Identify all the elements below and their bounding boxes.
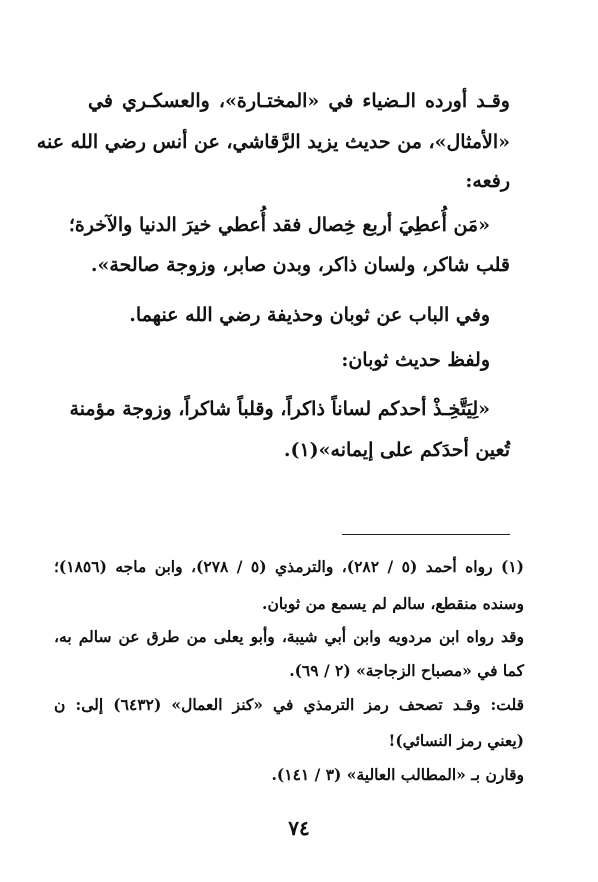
footnote-line: كما في «مصباح الزجاجة» (٢ / ٦٩).	[289, 661, 524, 680]
hadith-line: «مَن أُعطِيَ أربع خِصال فقد أُعطي خيرَ الدنيا والآخرة؛	[68, 214, 490, 236]
page-number: ٧٤	[288, 816, 310, 840]
footnote-line: (١) رواه أحمد (٥ / ٢٨٢)، والترمذي (٥ / ٢٧٨)، وابن ماجه (١٨٥٦)؛	[54, 557, 524, 576]
footnote-separator	[342, 534, 510, 535]
hadith-line: تُعين أحدَكم على إيمانه»(١).	[283, 439, 510, 461]
body-line: وفي الباب عن ثوبان وحذيفة رضي الله عنهما.	[129, 304, 490, 326]
footnote-line: وسنده منقطع، سالم لم يسمع من ثوبان.	[262, 594, 524, 613]
body-line: وقـد أورده الـضياء في «المختـارة»، والعسكـري في	[88, 90, 510, 112]
body-line: «الأمثال»، من حديث يزيد الرَّقاشي، عن أنس رضي الله عنه	[36, 131, 510, 153]
footnote-line: وقارن بـ «المطالب العالية» (٣ / ١٤١).	[271, 765, 524, 784]
body-line: رفعه:	[465, 170, 510, 192]
hadith-line: قلب شاكر، ولسان ذاكر، وبدن صابر، وزوجة صالحة».	[90, 254, 510, 276]
hadith-line: «لِيَتَّخِـذْ أحدكم لساناً ذاكراً، وقلباً شاكراً، وزوجة مؤمنة	[69, 398, 490, 420]
footnote-line: (يعني رمز النسائي)!	[388, 731, 524, 750]
footnote-line: قلت: وقـد تصحف رمز الترمذي في «كنز العمال» (٦٤٣٢) إلى: ن	[54, 695, 524, 714]
footnote-line: وقد رواه ابن مردويه وابن أبي شيبة، وأبو يعلى من طرق عن سالم به،	[54, 627, 524, 646]
body-line: ولفظ حديث ثوبان:	[341, 349, 490, 371]
